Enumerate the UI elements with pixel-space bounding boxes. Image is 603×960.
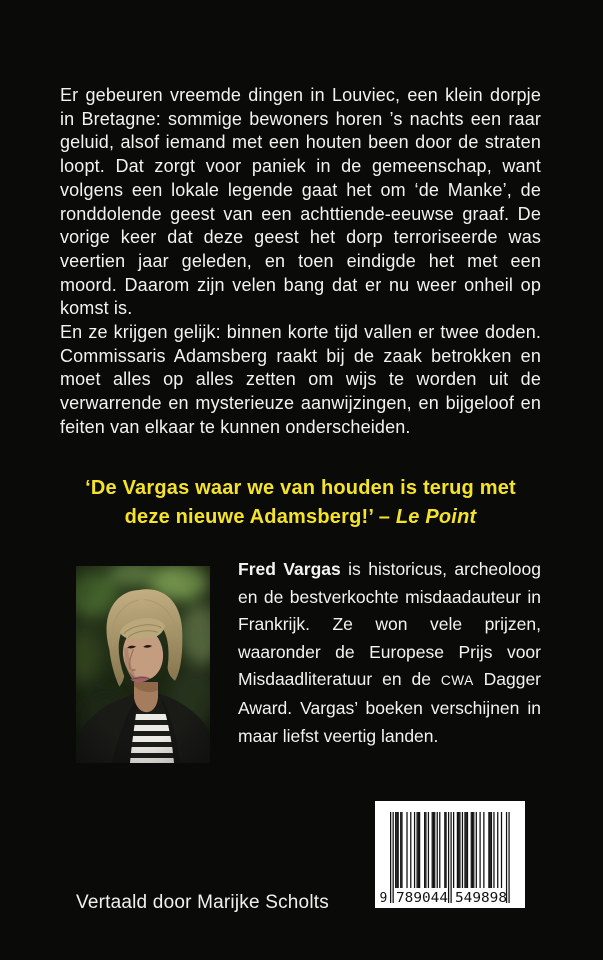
svg-text:549898: 549898 — [455, 891, 507, 906]
synopsis-paragraph-2: En ze krijgen gelijk: binnen korte tijd vallen er twee doden. Commissaris Adamsberg raakt bij de zaak betrokken en moet alles op alles zetten om wijs te worden uit de verwarrende en mysterieuze aanwijzingen, en bijgeloof en feiten van elkaar te kunnen onderscheiden. — [60, 322, 541, 437]
author-photo — [76, 566, 210, 763]
author-bio-seg2: Dagger Award. Vargas’ boeken verschijnen in maar liefst veertig landen. — [238, 669, 542, 746]
translator-credit: Vertaald door Marijke Scholts — [76, 892, 329, 913]
author-name: Fred Vargas — [238, 559, 341, 579]
press-quote — [60, 474, 541, 532]
press-quote-dash: – — [378, 506, 396, 528]
press-quote-source: Le Point — [395, 506, 477, 528]
svg-text:789044: 789044 — [396, 891, 449, 906]
press-quote-text: ‘De Vargas waar we van houden is terug met deze nieuwe Adamsberg!’ — [85, 477, 516, 528]
svg-text:9: 9 — [379, 891, 388, 906]
barcode — [375, 801, 525, 908]
cwa-abbrev: CWA — [440, 673, 474, 689]
author-bio — [238, 556, 541, 750]
author-bio-seg1: is historicus, archeoloog en de bestverkochte misdaadauteur in Frankrijk. Ze won vele prijzen, waaronder de Europese Prijs voor Misdaadliteratuur en de — [238, 559, 541, 690]
barcode-bars — [375, 801, 525, 908]
synopsis-paragraph-1: Er gebeuren vreemde dingen in Louviec, een klein dorpje in Bretagne: sommige bewoners horen ’s nachts een raar geluid, alsof iemand met een houten been door de straten loopt. Dat zorgt voor paniek in de gemeenschap, want volgens een lokale legende gaat het om ‘de Manke’, de ronddolende geest van een achttiende-eeuwse graaf. De vorige keer dat deze geest het dorp terroriseerde was veertien jaar geleden, en toen eindigde het met een moord. Daarom zijn velen bang dat er nu weer onheil op komst is. — [60, 85, 541, 319]
